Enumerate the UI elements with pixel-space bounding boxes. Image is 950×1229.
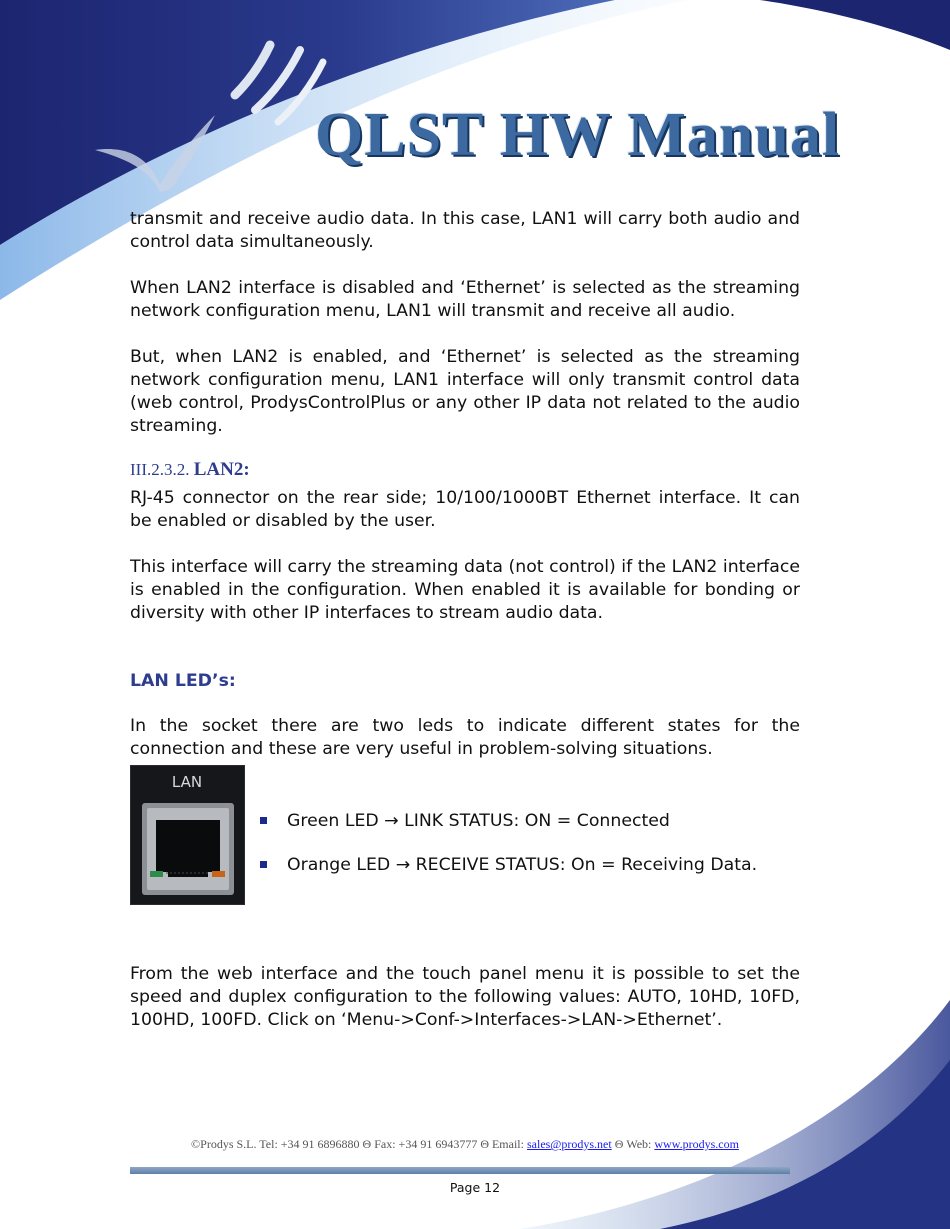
bullet-square-icon (260, 817, 267, 824)
paragraph: From the web interface and the touch panel menu it is possible to set the speed and duplex configuration to the following values: AUTO, 10HD, 10FD, 100HD, 100FD. Click on ‘Menu->Conf->Interfaces->LAN->Ethernet’. (130, 964, 800, 1031)
list-item (260, 808, 800, 852)
paragraph: This interface will carry the streaming data (not control) if the LAN2 interface is enabled in the configuration. When enabled it is available for bonding or diversity with other IP interfaces to stream audio data. (130, 557, 800, 623)
section-number: III.2.3.2. (130, 460, 190, 479)
list-item (260, 852, 800, 896)
green-led (150, 871, 163, 877)
website-link[interactable]: www.prodys.com (654, 1137, 739, 1151)
photo-lan-label: LAN (171, 773, 203, 791)
bullet-square-icon (260, 861, 267, 868)
document-title: QLST HW Manual (315, 101, 841, 169)
paragraph: In the socket there are two leds to indicate different states for the connection and these are very useful in problem-solving situations. (130, 716, 800, 759)
section-heading-lan2 (130, 458, 800, 481)
led-bullet-list (260, 808, 800, 896)
section-name: LAN2: (193, 459, 250, 480)
page-number: Page 12 (449, 1180, 501, 1195)
main-content (130, 208, 800, 761)
orange-led (212, 871, 225, 877)
paragraph: RJ-45 connector on the rear side; 10/100/1000BT Ethernet interface. It can be enabled or disabled by the user. (130, 488, 800, 531)
footer-company: ©Prodys S.L. Tel: +34 91 6896880 Θ Fax: +34 91 6943777 Θ Email: (191, 1137, 527, 1151)
paragraph: When LAN2 interface is disabled and ‘Ethernet’ is selected as the streaming network configuration menu, LAN1 will transmit and receive all audio. (130, 278, 800, 321)
section-heading-lan-leds: LAN LED’s: (130, 671, 236, 691)
bullet-text: Orange LED → RECEIVE STATUS: On = Receiving Data. (287, 855, 758, 875)
paragraph: transmit and receive audio data. In this case, LAN1 will carry both audio and control data simultaneously. (130, 209, 800, 252)
paragraph: But, when LAN2 is enabled, and ‘Ethernet’ is selected as the streaming network configuration menu, LAN1 interface will only transmit control data (web control, ProdysControlPlus or any other IP data not related to the audio streaming. (130, 347, 800, 436)
footer-divider (130, 1167, 790, 1174)
bullet-text: Green LED → LINK STATUS: ON = Connected (287, 811, 670, 831)
email-link[interactable]: sales@prodys.net (526, 1137, 612, 1151)
lan-socket-photo (130, 765, 245, 905)
footer-contact (130, 1137, 800, 1152)
footer-web-prefix: Θ Web: (611, 1137, 655, 1151)
